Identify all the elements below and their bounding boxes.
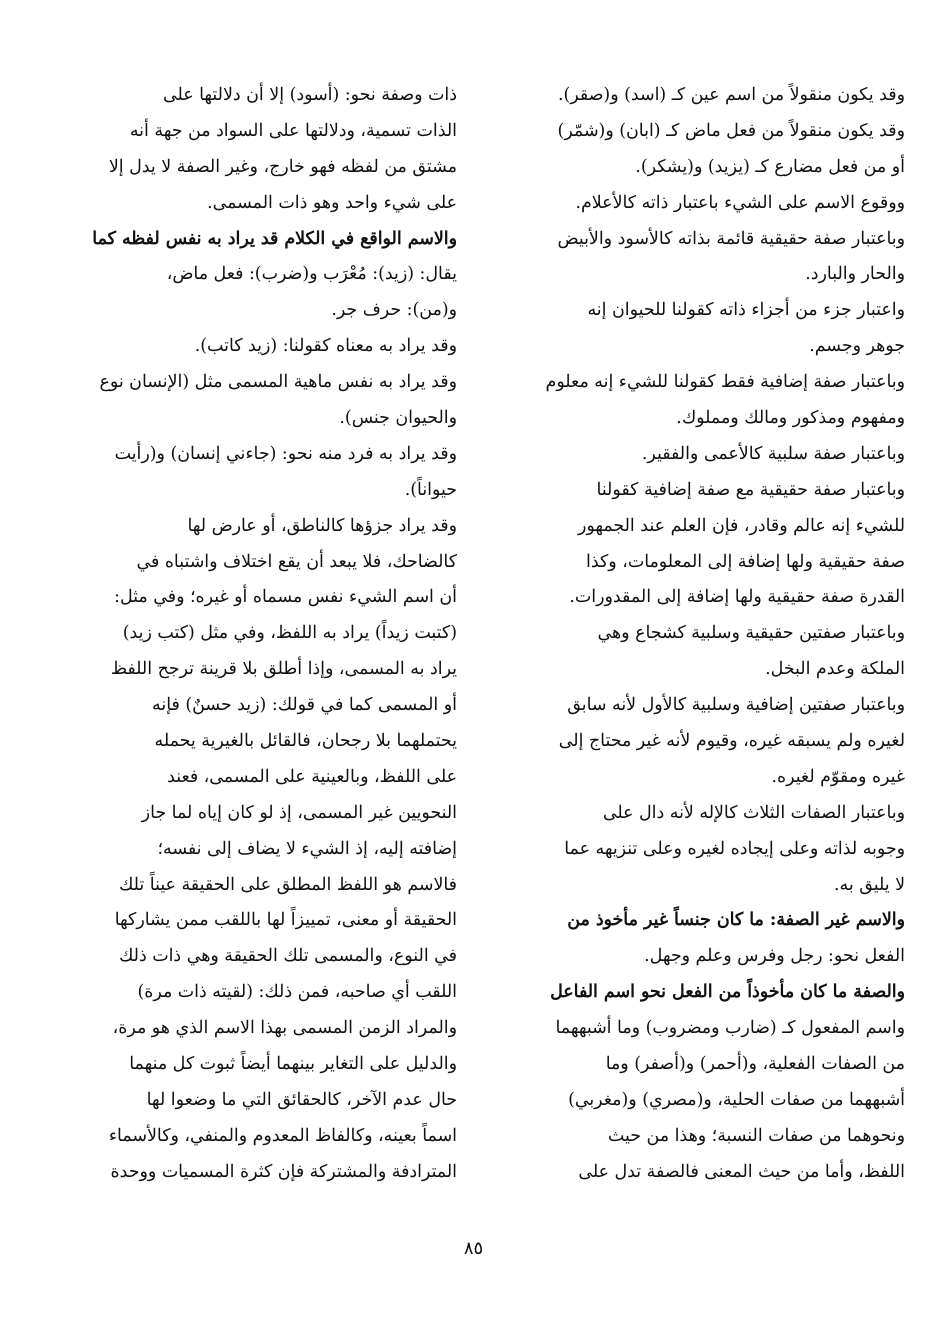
- text-line: جوهر وجسم.: [809, 336, 905, 357]
- text-line: وقد يراد به معناه كقولنا: (زيد كاتب).: [194, 336, 457, 357]
- text-line: حال عدم الآخر، كالحقائق التي ما وضعوا لها: [146, 1089, 457, 1110]
- text-line: و(من): حرف جر.: [331, 300, 457, 321]
- text-line: مشتق من لفظه فهو خارج، وغير الصفة لا يدل إلا: [108, 156, 457, 177]
- text-line: وباعتبار صفتين حقيقية وسلبية كشجاع وهي: [597, 623, 905, 644]
- page-number: ٨٥: [463, 1238, 484, 1259]
- text-line: وقد يراد جزؤها كالناطق، أو عارض لها: [187, 515, 457, 536]
- text-line: يحتملهما بلا رجحان، فالقائل بالغيرية يحمله: [154, 731, 457, 752]
- text-line: وباعتبار صفتين إضافية وسلبية كالأول لأنه سابق: [567, 695, 905, 716]
- text-line: والحيوان جنس).: [339, 408, 457, 429]
- text-line: يراد به المسمى، وإذا أطلق بلا قرينة ترجح اللفظ: [110, 659, 457, 680]
- text-line: واعتبار جزء من أجزاء ذاته كقولنا للحيوان إنه: [587, 300, 905, 321]
- text-line: والدليل على التغاير بينهما أيضاً ثبوت كل منهما: [129, 1054, 457, 1075]
- text-line: غيره ومقوّم لغيره.: [771, 766, 905, 787]
- text-line: (كتبت زيداً) يراد به اللفظ، وفي مثل (كتب زيد): [122, 623, 457, 644]
- text-line: اللقب أي صاحبه، فمن ذلك: (لقيته ذات مرة): [137, 982, 457, 1003]
- text-line: اسماً بعينه، وكالفاظ المعدوم والمنفي، وكالأسماء: [108, 1125, 457, 1146]
- text-line: القدرة صفة حقيقية ولها إضافة إلى المقدورات.: [569, 587, 905, 608]
- text-line: ذات وصفة نحو: (أسود) إلا أن دلالتها على: [162, 85, 457, 105]
- left-column: [42, 78, 457, 1191]
- text-line: والمراد الزمن المسمى بهذا الاسم الذي هو مرة،: [112, 1018, 457, 1039]
- text-line: الفعل نحو: رجل وفرس وعلم وجهل.: [644, 946, 905, 967]
- text-line: وقد يكون منقولاً من اسم عين كـ (اسد) و(صقر).: [557, 85, 905, 105]
- text-line: وباعتبار الصفات الثلاث كالإله لأنه دال على: [602, 802, 905, 823]
- text-line: الذات تسمية، ودلالتها على السواد من جهة أنه: [129, 120, 457, 141]
- text-line: ووقوع الاسم على الشيء باعتبار ذاته كالأعلام.: [575, 192, 905, 213]
- text-line: وقد يراد به نفس ماهية المسمى مثل (الإنسان نوع: [99, 372, 457, 393]
- text-line: من الصفات الفعلية، و(أحمر) و(أصفر) وما: [605, 1054, 905, 1075]
- text-line: أن اسم الشيء نفس مسماه أو غيره؛ وفي مثل:: [114, 587, 457, 608]
- text-line: وباعتبار صفة حقيقية مع صفة إضافية كقولنا: [596, 479, 905, 500]
- text-line: لغيره ولم يسبقه غيره، وقيوم لأنه غير محتاج إلى: [558, 731, 905, 752]
- text-line: أشبههما من صفات الحلية، و(مصري) و(مغربي): [568, 1089, 905, 1110]
- text-line: النحويين غير المسمى، إذ لو كان إياه لما جاز: [141, 802, 457, 823]
- text-line: ومفهوم ومذكور ومالك ومملوك.: [676, 408, 905, 429]
- text-line: وباعتبار صفة حقيقية قائمة بذاته كالأسود والأبيض: [557, 228, 905, 249]
- text-line: للشيء إنه عالم وقادر، فإن العلم عند الجمهور: [577, 515, 905, 536]
- text-line: وقد يراد به فرد منه نحو: (جاءني إنسان) و(رأيت: [114, 443, 457, 464]
- text-line: أو المسمى كما في قولك: (زيد حسنٌ) فإنه: [152, 695, 457, 716]
- text-line: حيواناً).: [404, 479, 457, 500]
- text-line: وباعتبار صفة إضافية فقط كقولنا للشيء إنه معلوم: [545, 372, 905, 393]
- text-line: والحار والبارد.: [805, 264, 905, 285]
- text-line: وقد يكون منقولاً من فعل ماض كـ (ابان) و(شمّر): [557, 120, 905, 141]
- text-line: الملكة وعدم البخل.: [765, 659, 905, 680]
- right-column: [490, 78, 905, 1191]
- text-line: واسم المفعول كـ (ضارب ومضروب) وما أشبههما: [555, 1018, 905, 1039]
- text-line: وجوبه لذاته وعلى إيجاده لغيره وعلى تنزيهه عما: [564, 838, 905, 859]
- text-line: على شيء واحد وهو ذات المسمى.: [207, 192, 457, 213]
- text-line: المترادفة والمشتركة فإن كثرة المسميات ووحدة: [110, 1161, 457, 1182]
- text-line: لا يليق به.: [833, 874, 905, 895]
- text-line: الحقيقة أو معنى، تمييزاً لها باللقب ممن يشاركها: [114, 910, 457, 931]
- text-line: صفة حقيقية ولها إضافة إلى المعلومات، وكذا: [586, 551, 905, 572]
- text-line: والصفة ما كان مأخوذاً من الفعل نحو اسم الفاعل: [550, 982, 905, 1003]
- text-line: إضافته إليه، إذ الشيء لا يضاف إلى نفسه؛: [157, 838, 457, 859]
- text-line: وباعتبار صفة سلبية كالأعمى والفقير.: [641, 443, 905, 464]
- text-line: اللفظ، وأما من حيث المعنى فالصفة تدل على: [578, 1161, 905, 1182]
- text-line: في النوع، والمسمى تلك الحقيقة وهي ذات ذلك: [119, 946, 457, 967]
- text-line: والاسم غير الصفة: ما كان جنساً غير مأخوذ من: [567, 910, 905, 931]
- text-line: يقال: (زيد): مُعْرَب و(ضرب): فعل ماض،: [166, 264, 457, 285]
- text-line: كالضاحك، فلا يبعد أن يقع اختلاف واشتباه في: [136, 551, 457, 572]
- text-line: والاسم الواقع في الكلام قد يراد به نفس لفظه كما: [92, 228, 457, 249]
- text-line: على اللفظ، وبالعينية على المسمى، فعند: [167, 766, 457, 787]
- text-line: فالاسم هو اللفظ المطلق على الحقيقة عيناً تلك: [118, 874, 457, 895]
- text-line: ونحوهما من صفات النسبة؛ وهذا من حيث: [607, 1125, 905, 1146]
- text-line: أو من فعل مضارع كـ (يزيد) و(يشكر).: [635, 156, 905, 177]
